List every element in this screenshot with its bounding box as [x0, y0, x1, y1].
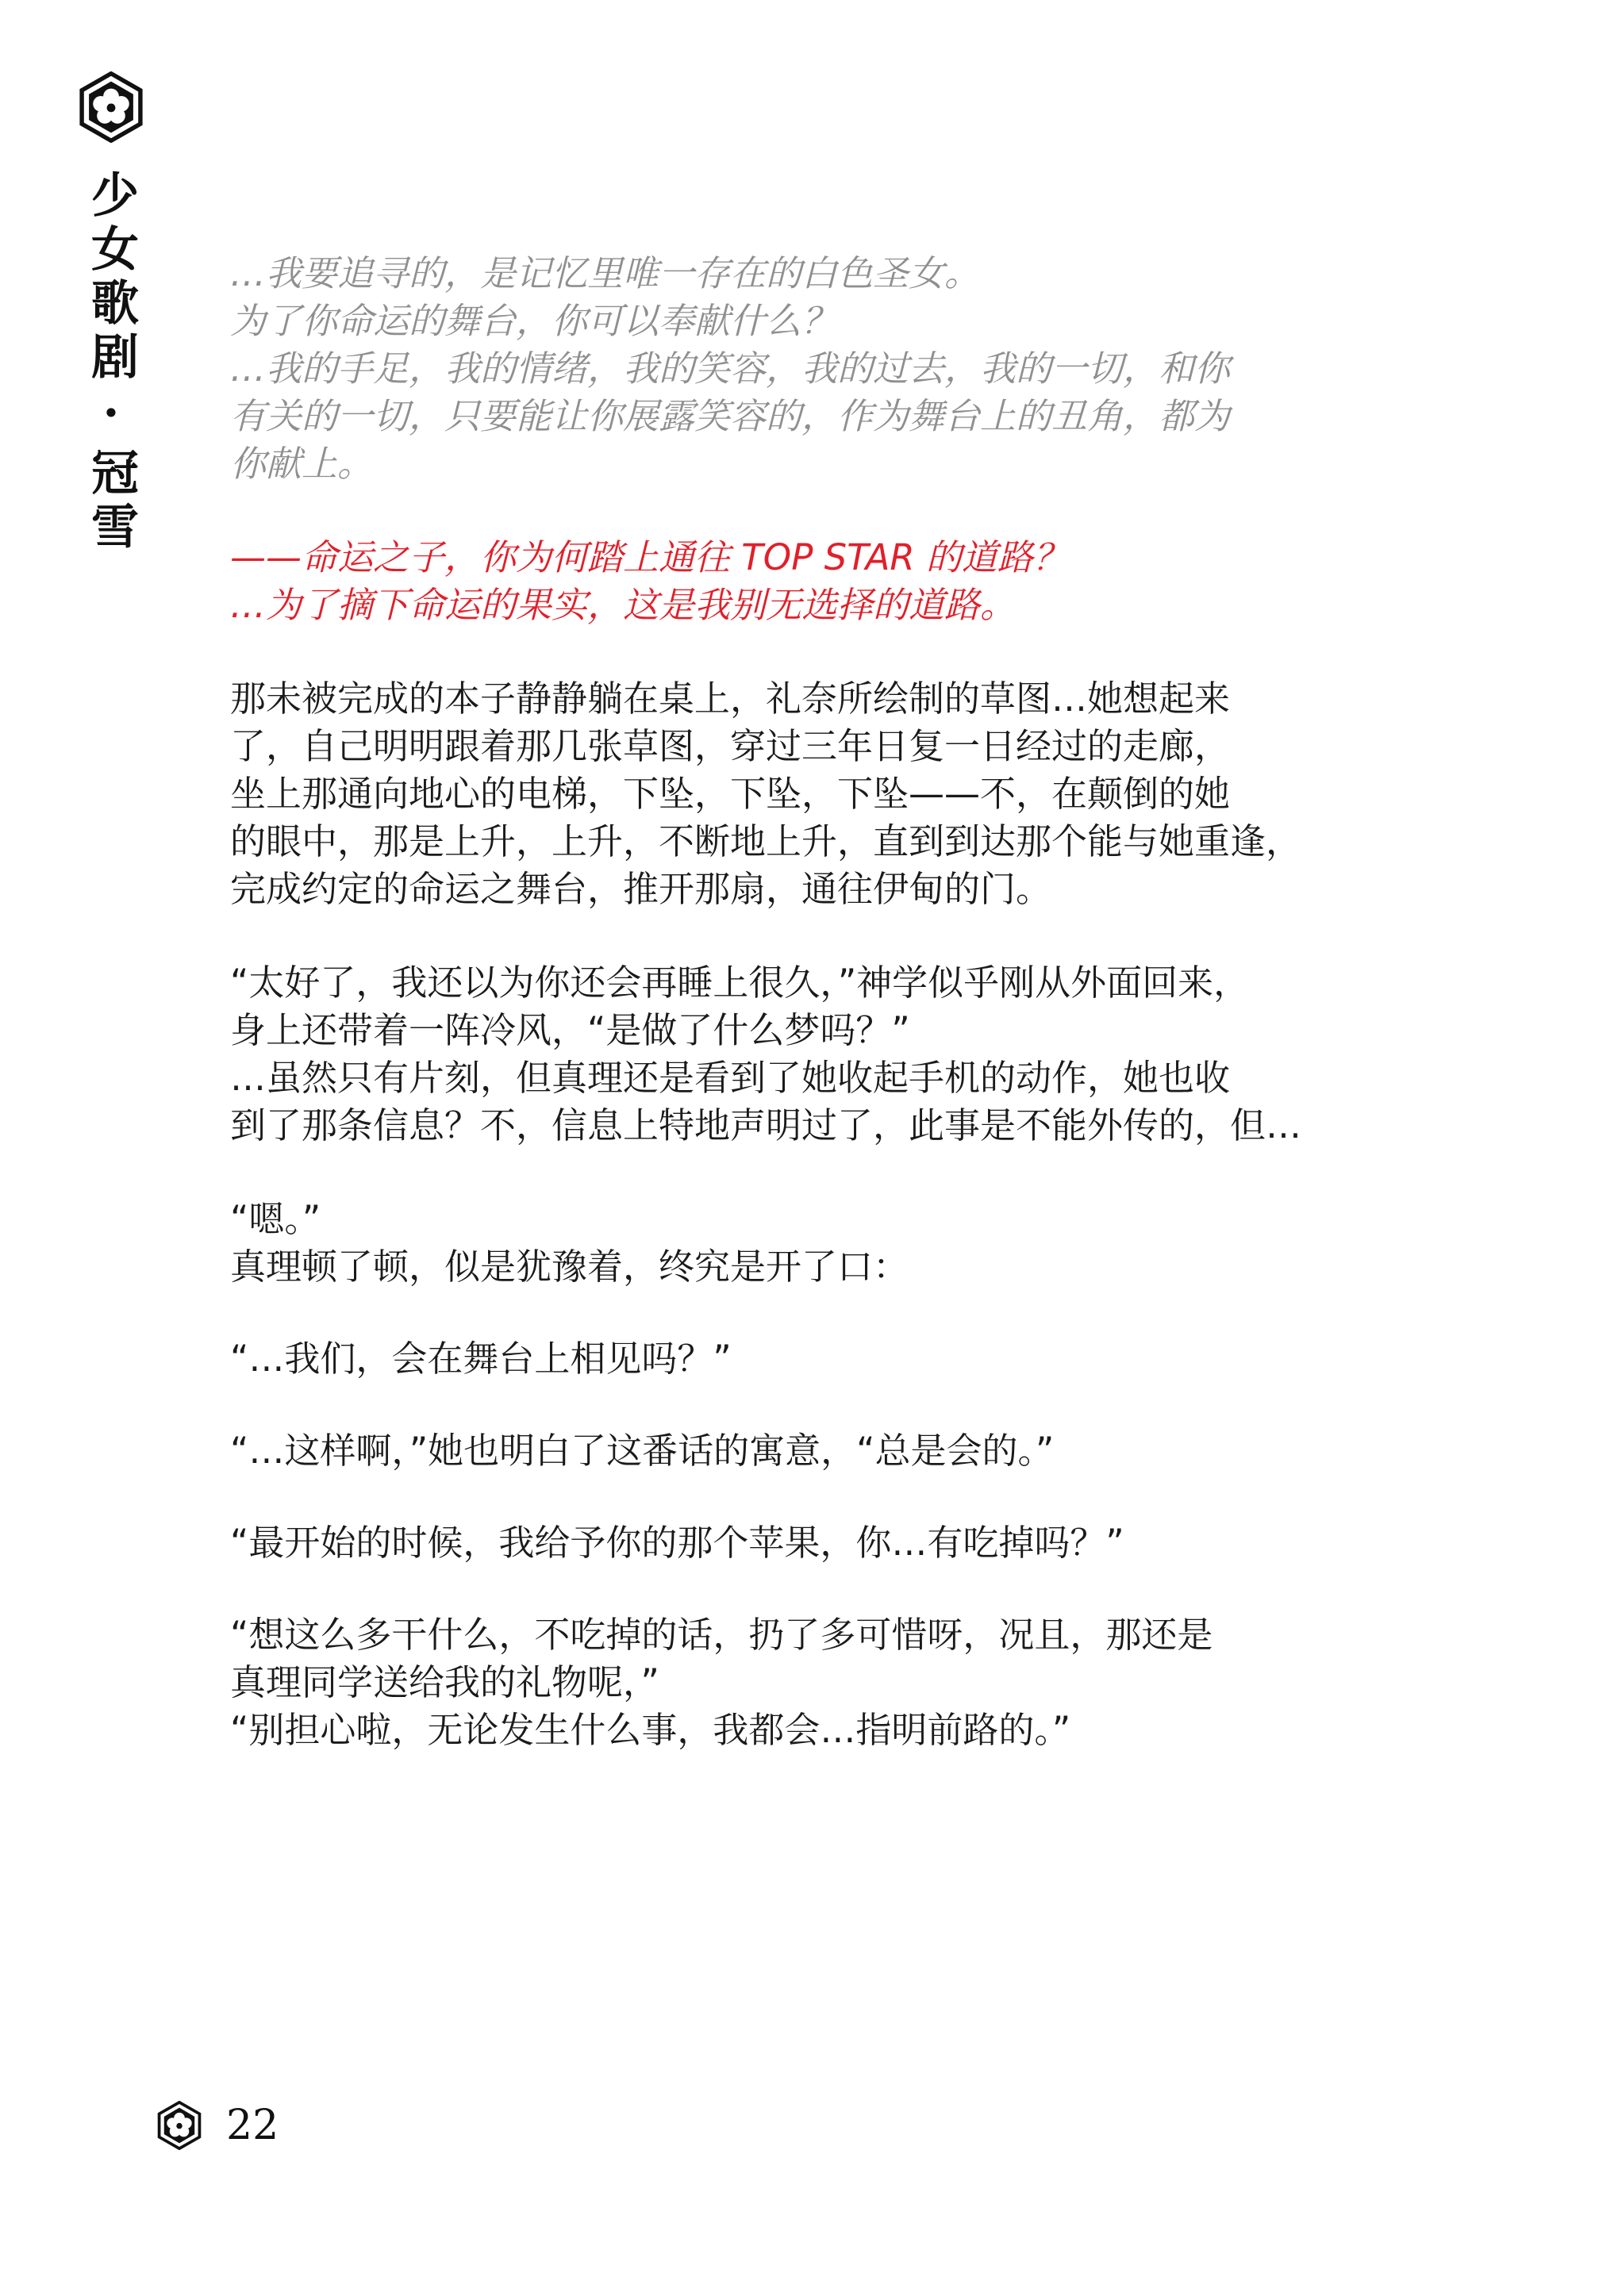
page-number: 22 — [226, 2102, 279, 2149]
text-line: 坐上那通向地心的电梯，下坠，下坠，下坠——不，在颠倒的她 — [230, 773, 1231, 815]
text-line: “太好了，我还以为你还会再睡上很久，”神学似乎刚从外面回来， — [230, 962, 1250, 1004]
text-line: 真理同学送给我的礼物呢，” — [230, 1661, 659, 1703]
dialogue-paragraph — [230, 1196, 1389, 1291]
text-line: “…我们，会在舞台上相见吗？” — [230, 1338, 732, 1380]
vertical-title: 少女歌剧·冠雪 — [83, 170, 139, 555]
flower-hexagon-icon — [75, 71, 147, 143]
text-line: …我的手足，我的情绪，我的笑容，我的过去，我的一切，和你 — [230, 347, 1231, 390]
page-content — [230, 250, 1389, 1754]
text-line: 的眼中，那是上升，上升，不断地上升，直到到达那个能与她重逢， — [230, 820, 1302, 862]
dialogue-paragraph — [230, 1335, 1389, 1383]
red-quote-block — [230, 534, 1389, 629]
flower-hexagon-icon — [155, 2101, 204, 2150]
text-line: 那未被完成的本子静静躺在桌上，礼奈所绘制的草图…她想起来 — [230, 678, 1231, 720]
text-line: “…这样啊，”她也明白了这番话的寓意，“总是会的。” — [230, 1430, 1055, 1472]
text-line: “想这么多干什么，不吃掉的话，扔了多可惜呀，况且，那还是 — [230, 1614, 1213, 1656]
text-line: 到了那条信息？不，信息上特地声明过了，此事是不能外传的，但… — [230, 1104, 1302, 1146]
dialogue-paragraph — [230, 959, 1389, 1150]
text-line: “别担心啦，无论发生什么事，我都会…指明前路的。” — [230, 1709, 1071, 1751]
text-line: 身上还带着一阵冷风，“是做了什么梦吗？” — [230, 1009, 910, 1051]
text-line: …为了摘下命运的果实，这是我别无选择的道路。 — [230, 584, 1017, 626]
text-line: …我要追寻的，是记忆里唯一存在的白色圣女。 — [230, 252, 981, 294]
text-line: …虽然只有片刻，但真理还是看到了她收起手机的动作，她也收 — [230, 1057, 1231, 1099]
text-line: 真理顿了顿，似是犹豫着，终究是开了口： — [230, 1246, 909, 1288]
text-line: “嗯。” — [230, 1198, 321, 1240]
text-line: ——命运之子，你为何踏上通往 TOP STAR 的道路？ — [230, 536, 1069, 578]
text-line: 了，自己明明跟着那几张草图，穿过三年日复一日经过的走廊， — [230, 725, 1231, 767]
text-line: 有关的一切，只要能让你展露笑容的，作为舞台上的丑角，都为 — [230, 395, 1231, 437]
dialogue-paragraph — [230, 1611, 1389, 1754]
narrative-paragraph — [230, 675, 1389, 913]
text-line: 你献上。 — [230, 443, 374, 485]
text-line: “最开始的时候，我给予你的那个苹果，你…有吃掉吗？” — [230, 1522, 1124, 1564]
dialogue-paragraph — [230, 1519, 1389, 1567]
dialogue-paragraph — [230, 1427, 1389, 1475]
text-line: 为了你命运的舞台，你可以奉献什么？ — [230, 300, 838, 342]
gray-quote-block — [230, 250, 1389, 488]
sidebar — [75, 71, 147, 555]
text-line: 完成约定的命运之舞台，推开那扇，通往伊甸的门。 — [230, 868, 1052, 910]
page-footer — [155, 2101, 279, 2150]
